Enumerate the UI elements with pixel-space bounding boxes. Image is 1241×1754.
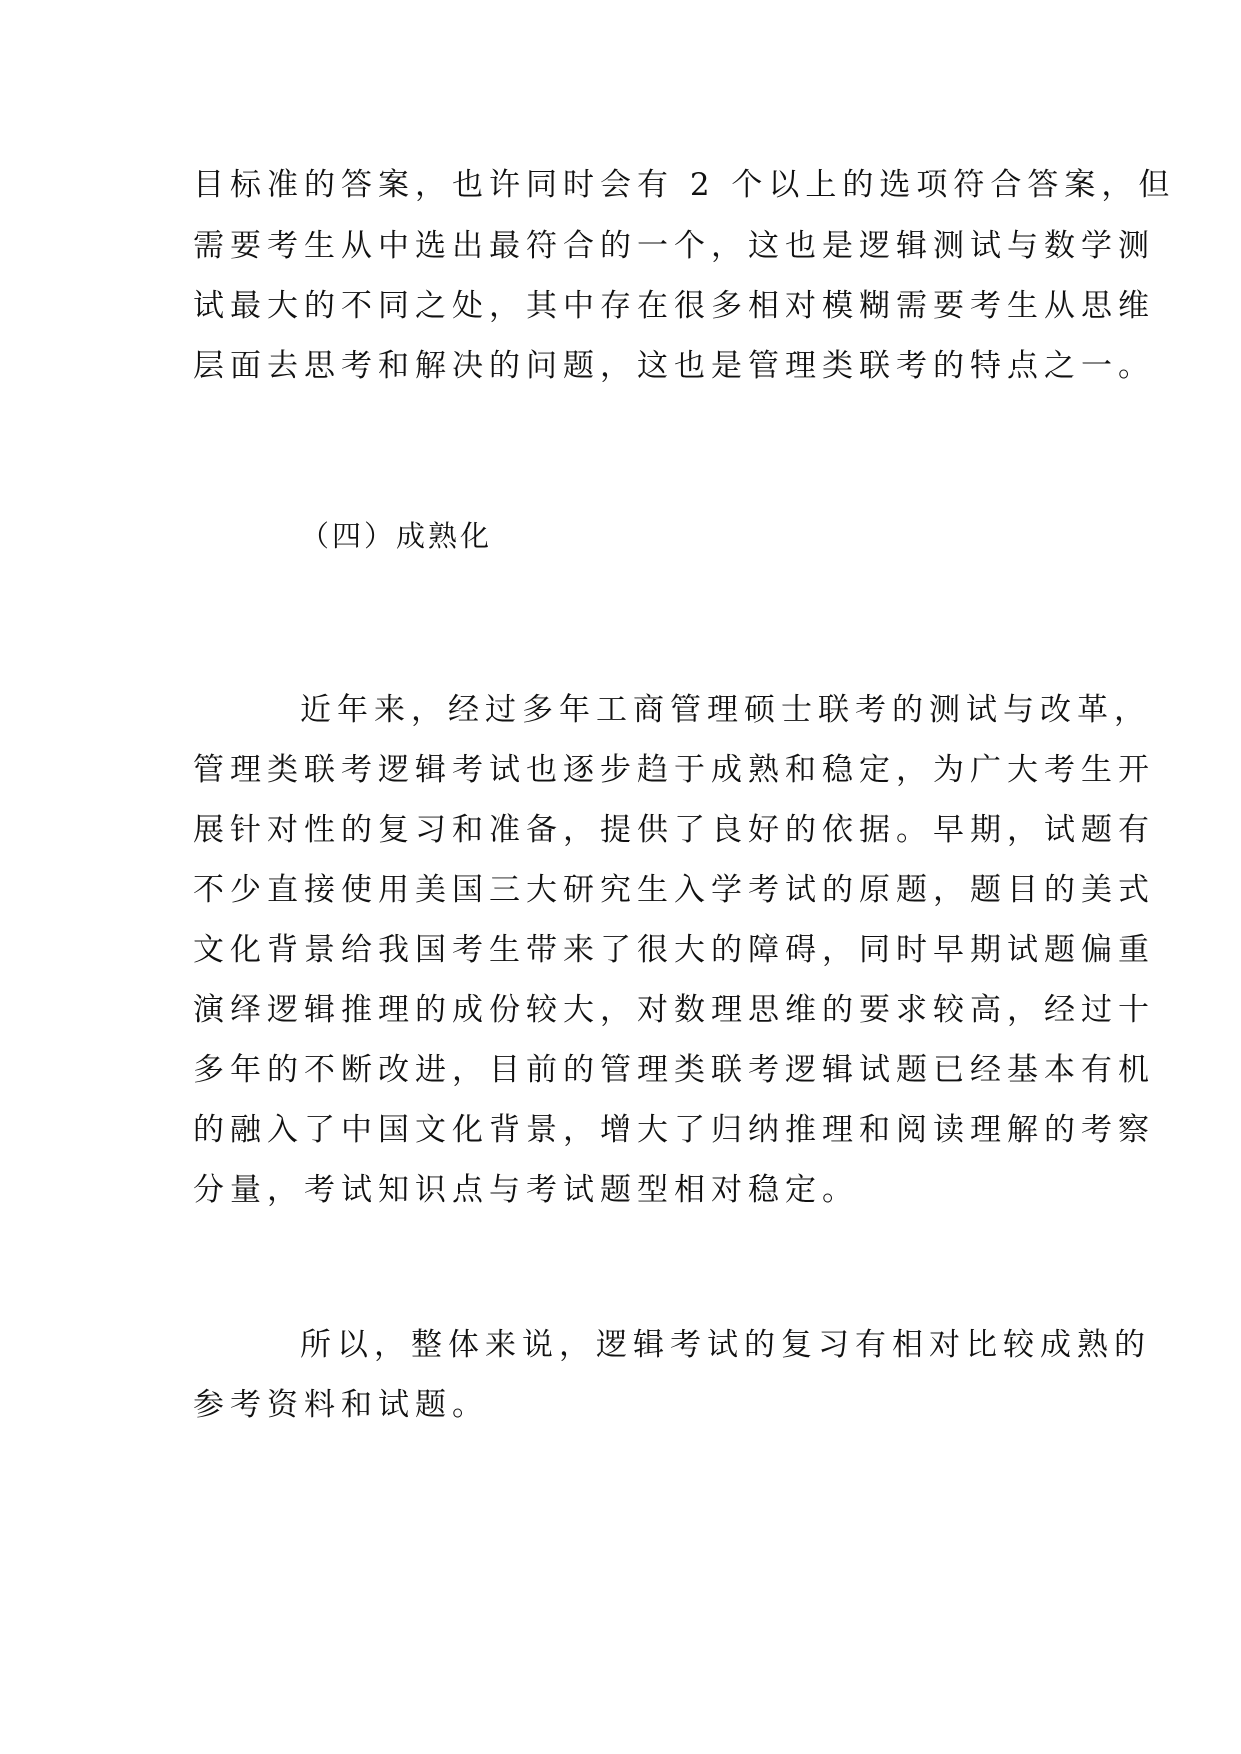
paragraph-1-line-2: 需要考生从中选出最符合的一个，这也是逻辑测试与数学测 <box>193 228 1155 264</box>
paragraph-1-line-1: 目标准的答案，也许同时会有 2 个以上的选项符合答案，但 <box>193 167 1176 203</box>
paragraph-3-line-2: 参考资料和试题。 <box>193 1387 489 1423</box>
paragraph-3-line-1: 所以，整体来说，逻辑考试的复习有相对比较成熟的 <box>300 1327 1151 1363</box>
paragraph-1-line-3: 试最大的不同之处，其中存在很多相对模糊需要考生从思维 <box>193 288 1155 324</box>
section-heading: （四）成熟化 <box>300 519 493 553</box>
paragraph-2-line-4: 不少直接使用美国三大研究生入学考试的原题，题目的美式 <box>193 872 1155 908</box>
paragraph-2-line-6: 演绎逻辑推理的成份较大，对数理思维的要求较高，经过十 <box>193 992 1155 1028</box>
paragraph-2-line-8: 的融入了中国文化背景，增大了归纳推理和阅读理解的考察 <box>193 1112 1155 1148</box>
paragraph-2-line-2: 管理类联考逻辑考试也逐步趋于成熟和稳定，为广大考生开 <box>193 752 1155 788</box>
paragraph-2-line-3: 展针对性的复习和准备，提供了良好的依据。早期，试题有 <box>193 812 1155 848</box>
paragraph-2-line-7: 多年的不断改进，目前的管理类联考逻辑试题已经基本有机 <box>193 1052 1155 1088</box>
paragraph-2-line-9: 分量，考试知识点与考试题型相对稳定。 <box>193 1172 859 1208</box>
paragraph-1-line-4: 层面去思考和解决的问题，这也是管理类联考的特点之一。 <box>193 348 1155 384</box>
paragraph-2-line-5: 文化背景给我国考生带来了很大的障碍，同时早期试题偏重 <box>193 932 1155 968</box>
paragraph-2-line-1: 近年来，经过多年工商管理硕士联考的测试与改革， <box>300 692 1151 728</box>
